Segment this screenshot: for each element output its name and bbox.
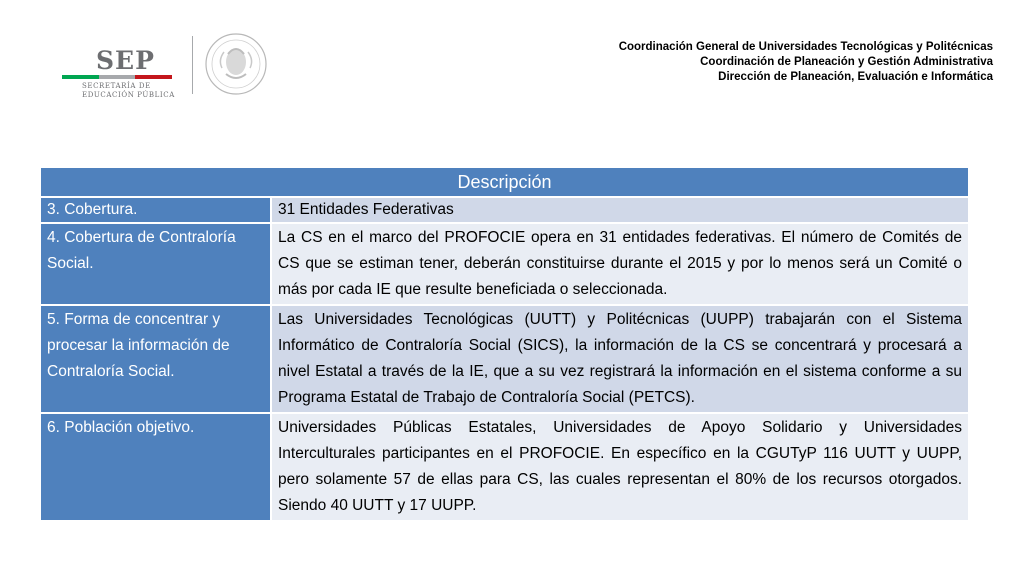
sep-subtitle-line1: SECRETARÍA DE — [82, 82, 151, 90]
table-row — [41, 305, 968, 413]
sep-logo-subtitle — [82, 82, 175, 100]
row-value-cobertura-cs: La CS en el marco del PROFOCIE opera en 31 entidades federativas. El número de Comités de CS que se estiman tener, deberán constituirse durante el 2015 y por lo menos será un Comité o más por cada IE que resulte beneficiada o seleccionada. — [271, 223, 968, 305]
row-label-cobertura: 3. Cobertura. — [41, 197, 271, 223]
table-row — [41, 413, 968, 521]
header-line1: Coordinación General de Universidades Tecnológicas y Politécnicas — [618, 41, 993, 53]
row-label-poblacion: 6. Población objetivo. — [41, 413, 271, 521]
sep-logo-text: SEP — [96, 46, 155, 75]
header-institution — [619, 40, 993, 85]
row-value-poblacion: Universidades Públicas Estatales, Universidades de Apoyo Solidario y Universidades Interculturales participantes en el PROFOCIE. En específico en la CGUTyP 116 UUTT y UUPP, pero solamente 57 de ellas para CS, las cuales representan el 80% de los recursos otorgados. Siendo 40 UUTT y 17 UUPP. — [271, 413, 968, 521]
row-label-cobertura-cs: 4. Cobertura de Contraloría Social. — [41, 223, 271, 305]
sep-logo — [62, 28, 277, 103]
header-line3: Dirección de Planeación, Evaluación e Informática — [718, 71, 993, 83]
table-row — [41, 223, 968, 305]
row-value-forma: Las Universidades Tecnológicas (UUTT) y Politécnicas (UUPP) trabajarán con el Sistema Informático de Contraloría Social (SICS), la información de la CS se concentrará y procesará a nivel Estatal a través de la IE, que a su vez registrará la información en el sistema conforme a su Programa Estatal de Trabajo de Contraloría Social (PETCS). — [271, 305, 968, 413]
table-header: Descripción — [41, 168, 968, 197]
national-seal-icon — [204, 30, 268, 98]
logo-divider — [192, 36, 193, 94]
table-header-row — [41, 168, 968, 197]
table-row — [41, 197, 968, 223]
sep-logo-bar — [62, 75, 172, 79]
sep-subtitle-line2: EDUCACIÓN PÚBLICA — [82, 91, 175, 99]
description-table — [41, 168, 968, 522]
row-value-cobertura: 31 Entidades Federativas — [271, 197, 968, 223]
header-line2: Coordinación de Planeación y Gestión Administrativa — [700, 56, 993, 68]
row-label-forma: 5. Forma de concentrar y procesar la información de Contraloría Social. — [41, 305, 271, 413]
